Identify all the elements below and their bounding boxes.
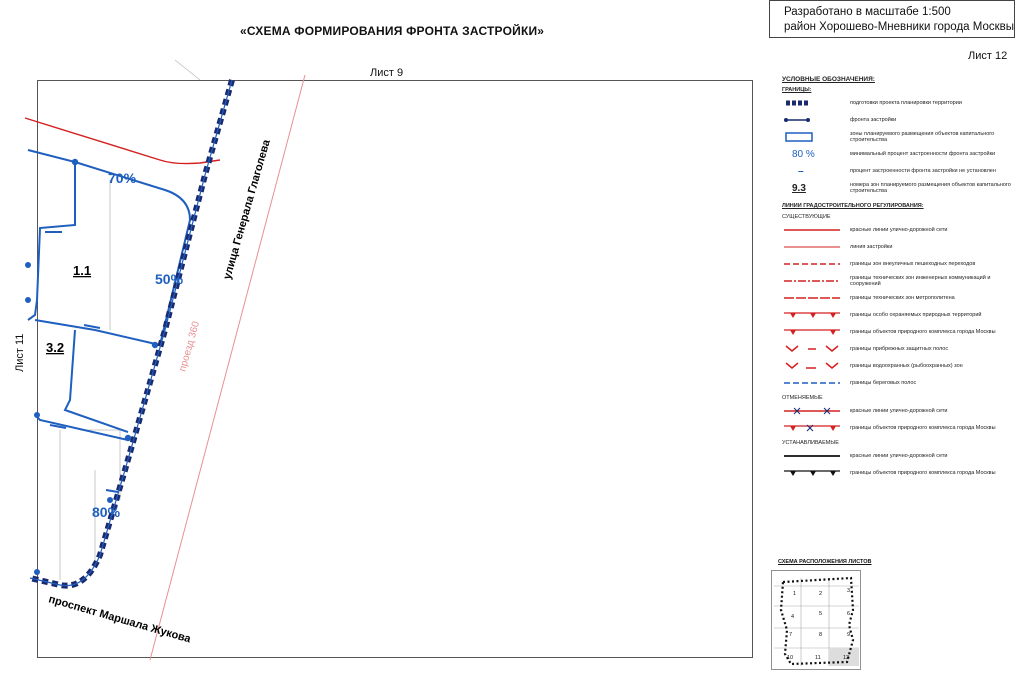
legend-item: границы водоохранных (рыбоохранных) зон [782,359,1012,373]
legend [782,76,1012,483]
legend-item: 80 % минимальный процент застроенности фронта застройки [792,148,996,160]
proezd-name: проезд 360 [177,320,203,373]
scheme-title: СХЕМА РАСПОЛОЖЕНИЯ ЛИСТОВ [778,559,872,565]
scheme-number: 5 [819,611,823,617]
legend-existing: СУЩЕСТВУЮЩИЕ [782,214,831,220]
sheet-number: Лист 12 [968,50,1008,62]
zone-boundaries [28,150,190,440]
zone-label: 1.1 [73,263,92,278]
scheme-number: 4 [791,614,795,620]
legend-item: зоны планируемого размещения объектов капитального строительства [782,130,1012,144]
legend-item: границы береговых полос [850,380,917,386]
scheme-number: 12 [843,655,850,661]
legend-item: границы технических зон инженерных коммуникаций и сооружений [850,275,991,287]
percent-label: 80% [92,504,121,520]
sheet-scheme [771,570,861,670]
legend-lines-title: ЛИНИИ ГРАДОСТРОИТЕЛЬНОГО РЕГУЛИРОВАНИЯ: [782,203,924,209]
legend-item: – процент застроенности фронта застройки не установлен [798,165,996,177]
scheme-number: 7 [789,632,793,638]
prospekt-name: проспект Маршала Жукова [47,593,193,646]
legend-item: фронта застройки [782,113,1012,127]
street-name: улица Генерала Глаголева [221,138,273,281]
zone-label: 3.2 [46,340,65,355]
legend-item: границы объектов природного комплекса города Москвы [782,325,1012,339]
sheet-9-label: Лист 9 [370,67,404,79]
legend-item: 9.3 номера зон планируемого размещения объектов капитального строительства [792,182,1011,194]
legend-cancelled: ОТМЕНЯЕМЫЕ [782,395,823,401]
scale-box [769,0,1015,38]
scheme-number: 1 [793,591,797,597]
legend-item: красные линии улично-дорожной сети [850,227,948,233]
scheme-number: 9 [847,632,851,638]
legend-item: линия застройки [850,244,893,250]
legend-title: УСЛОВНЫЕ ОБОЗНАЧЕНИЯ: [782,76,875,83]
scheme-number: 3 [847,588,851,594]
scheme-number: 2 [819,591,823,597]
legend-item: границы технических зон метрополитена [850,295,955,301]
legend-item: границы зон внеуличных пешеходных переходов [850,261,976,267]
district-text: район Хорошево-Мневники города Москвы [784,21,1015,33]
legend-item: красные линии улично-дорожной сети [850,453,948,459]
page-title: «СХЕМА ФОРМИРОВАНИЯ ФРОНТА ЗАСТРОЙКИ» [240,24,545,38]
legend-item: подготовки проекта планировки территории [850,100,962,106]
scheme-number: 10 [787,655,794,661]
legend-item: границы объектов природного комплекса города Москвы [782,421,1012,435]
legend-item: границы объектов природного комплекса города Москвы [782,466,1012,480]
legend-borders-title: ГРАНИЦЫ: [782,87,812,93]
legend-established: УСТАНАВЛИВАЕМЫЕ [782,440,839,446]
percent-label: 70% [108,170,137,186]
scheme-number: 11 [815,655,821,661]
scheme-number: 8 [819,632,823,638]
legend-item: границы прибрежных защитных полос [782,342,1012,356]
legend-item: красные линии улично-дорожной сети [782,404,1012,418]
background-lines [60,60,203,580]
scheme-number: 6 [847,611,851,617]
scale-text: Разработано в масштабе 1:500 [784,6,951,18]
sheet-11-label: Лист 11 [14,333,26,372]
percent-label: 50% [155,271,184,287]
legend-item: границы особо охраняемых природных территорий [782,308,1012,322]
